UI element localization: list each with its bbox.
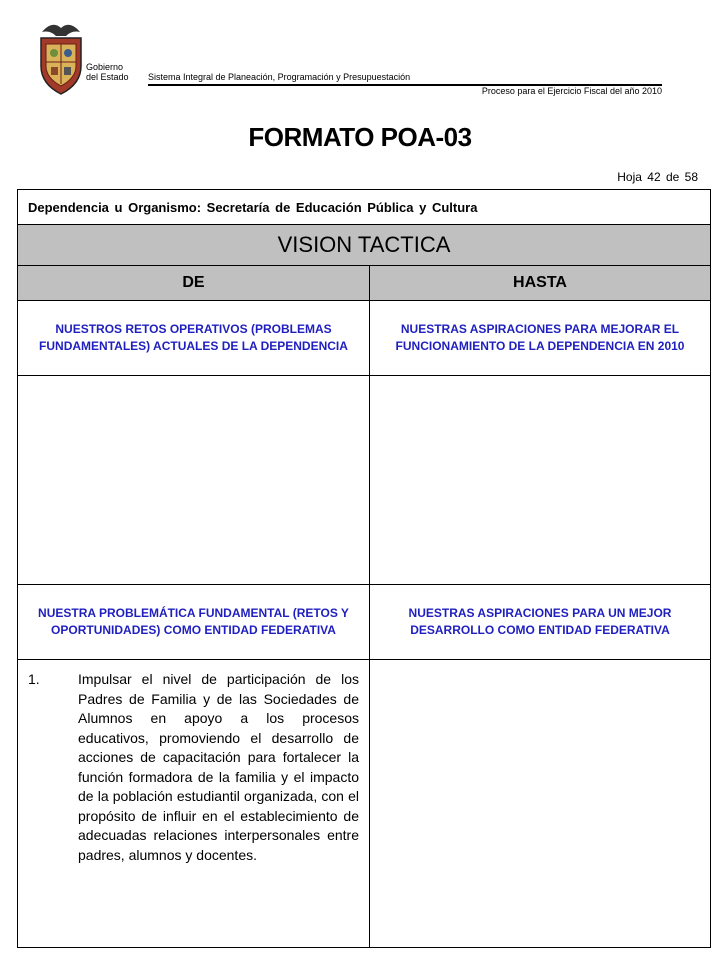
process-label: Proceso para el Ejercicio Fiscal del año 2010	[481, 86, 662, 96]
state-aspirations-cell	[370, 660, 711, 948]
list-item-text: Impulsar el nivel de participación de los Padres de Familia y de las Sociedades de Alumnos en apoyo a los procesos educativos, promoviendo el desarrollo de acciones de capacitación para fortalecer la función formadora de la familia y el impacto de la población estudiantil organizada, con el propósito de influir en el establecimiento de adecuadas relaciones interpersonales entre padres, alumnos y docentes.	[78, 671, 359, 863]
column-header-to: HASTA	[370, 266, 711, 301]
state-problems-heading: NUESTRA PROBLEMÁTICA FUNDAMENTAL (RETOS Y OPORTUNIDADES) COMO ENTIDAD FEDERATIVA	[18, 585, 370, 660]
state-aspirations-heading: NUESTRAS ASPIRACIONES PARA UN MEJOR DESARROLLO COMO ENTIDAD FEDERATIVA	[370, 585, 711, 660]
government-label-line2: del Estado	[86, 72, 129, 82]
state-seal-logo	[36, 18, 86, 96]
section-heading: VISION TACTICA	[18, 225, 711, 266]
operational-challenges-heading: NUESTROS RETOS OPERATIVOS (PROBLEMAS FUNDAMENTALES) ACTUALES DE LA DEPENDENCIA	[18, 301, 370, 376]
page-title: FORMATO POA-03	[248, 122, 472, 152]
list-item-number: 1.	[28, 671, 40, 687]
state-problems-cell	[18, 660, 370, 948]
sheet-number: Hoja 42 de 58	[617, 170, 698, 184]
dependency-aspirations-cell	[370, 376, 711, 585]
list-item	[18, 660, 369, 865]
column-header-from: DE	[18, 266, 370, 301]
poa-table	[17, 189, 711, 948]
government-label	[86, 62, 129, 82]
dependency-aspirations-heading: NUESTRAS ASPIRACIONES PARA MEJORAR EL FUNCIONAMIENTO DE LA DEPENDENCIA EN 2010	[370, 301, 711, 376]
government-label-line1: Gobierno	[86, 62, 124, 72]
operational-challenges-cell	[18, 376, 370, 585]
dependency-label: Dependencia u Organismo: Secretaría de Educación Pública y Cultura	[18, 190, 711, 225]
system-name: Sistema Integral de Planeación, Programación y Presupuestación	[148, 72, 411, 82]
